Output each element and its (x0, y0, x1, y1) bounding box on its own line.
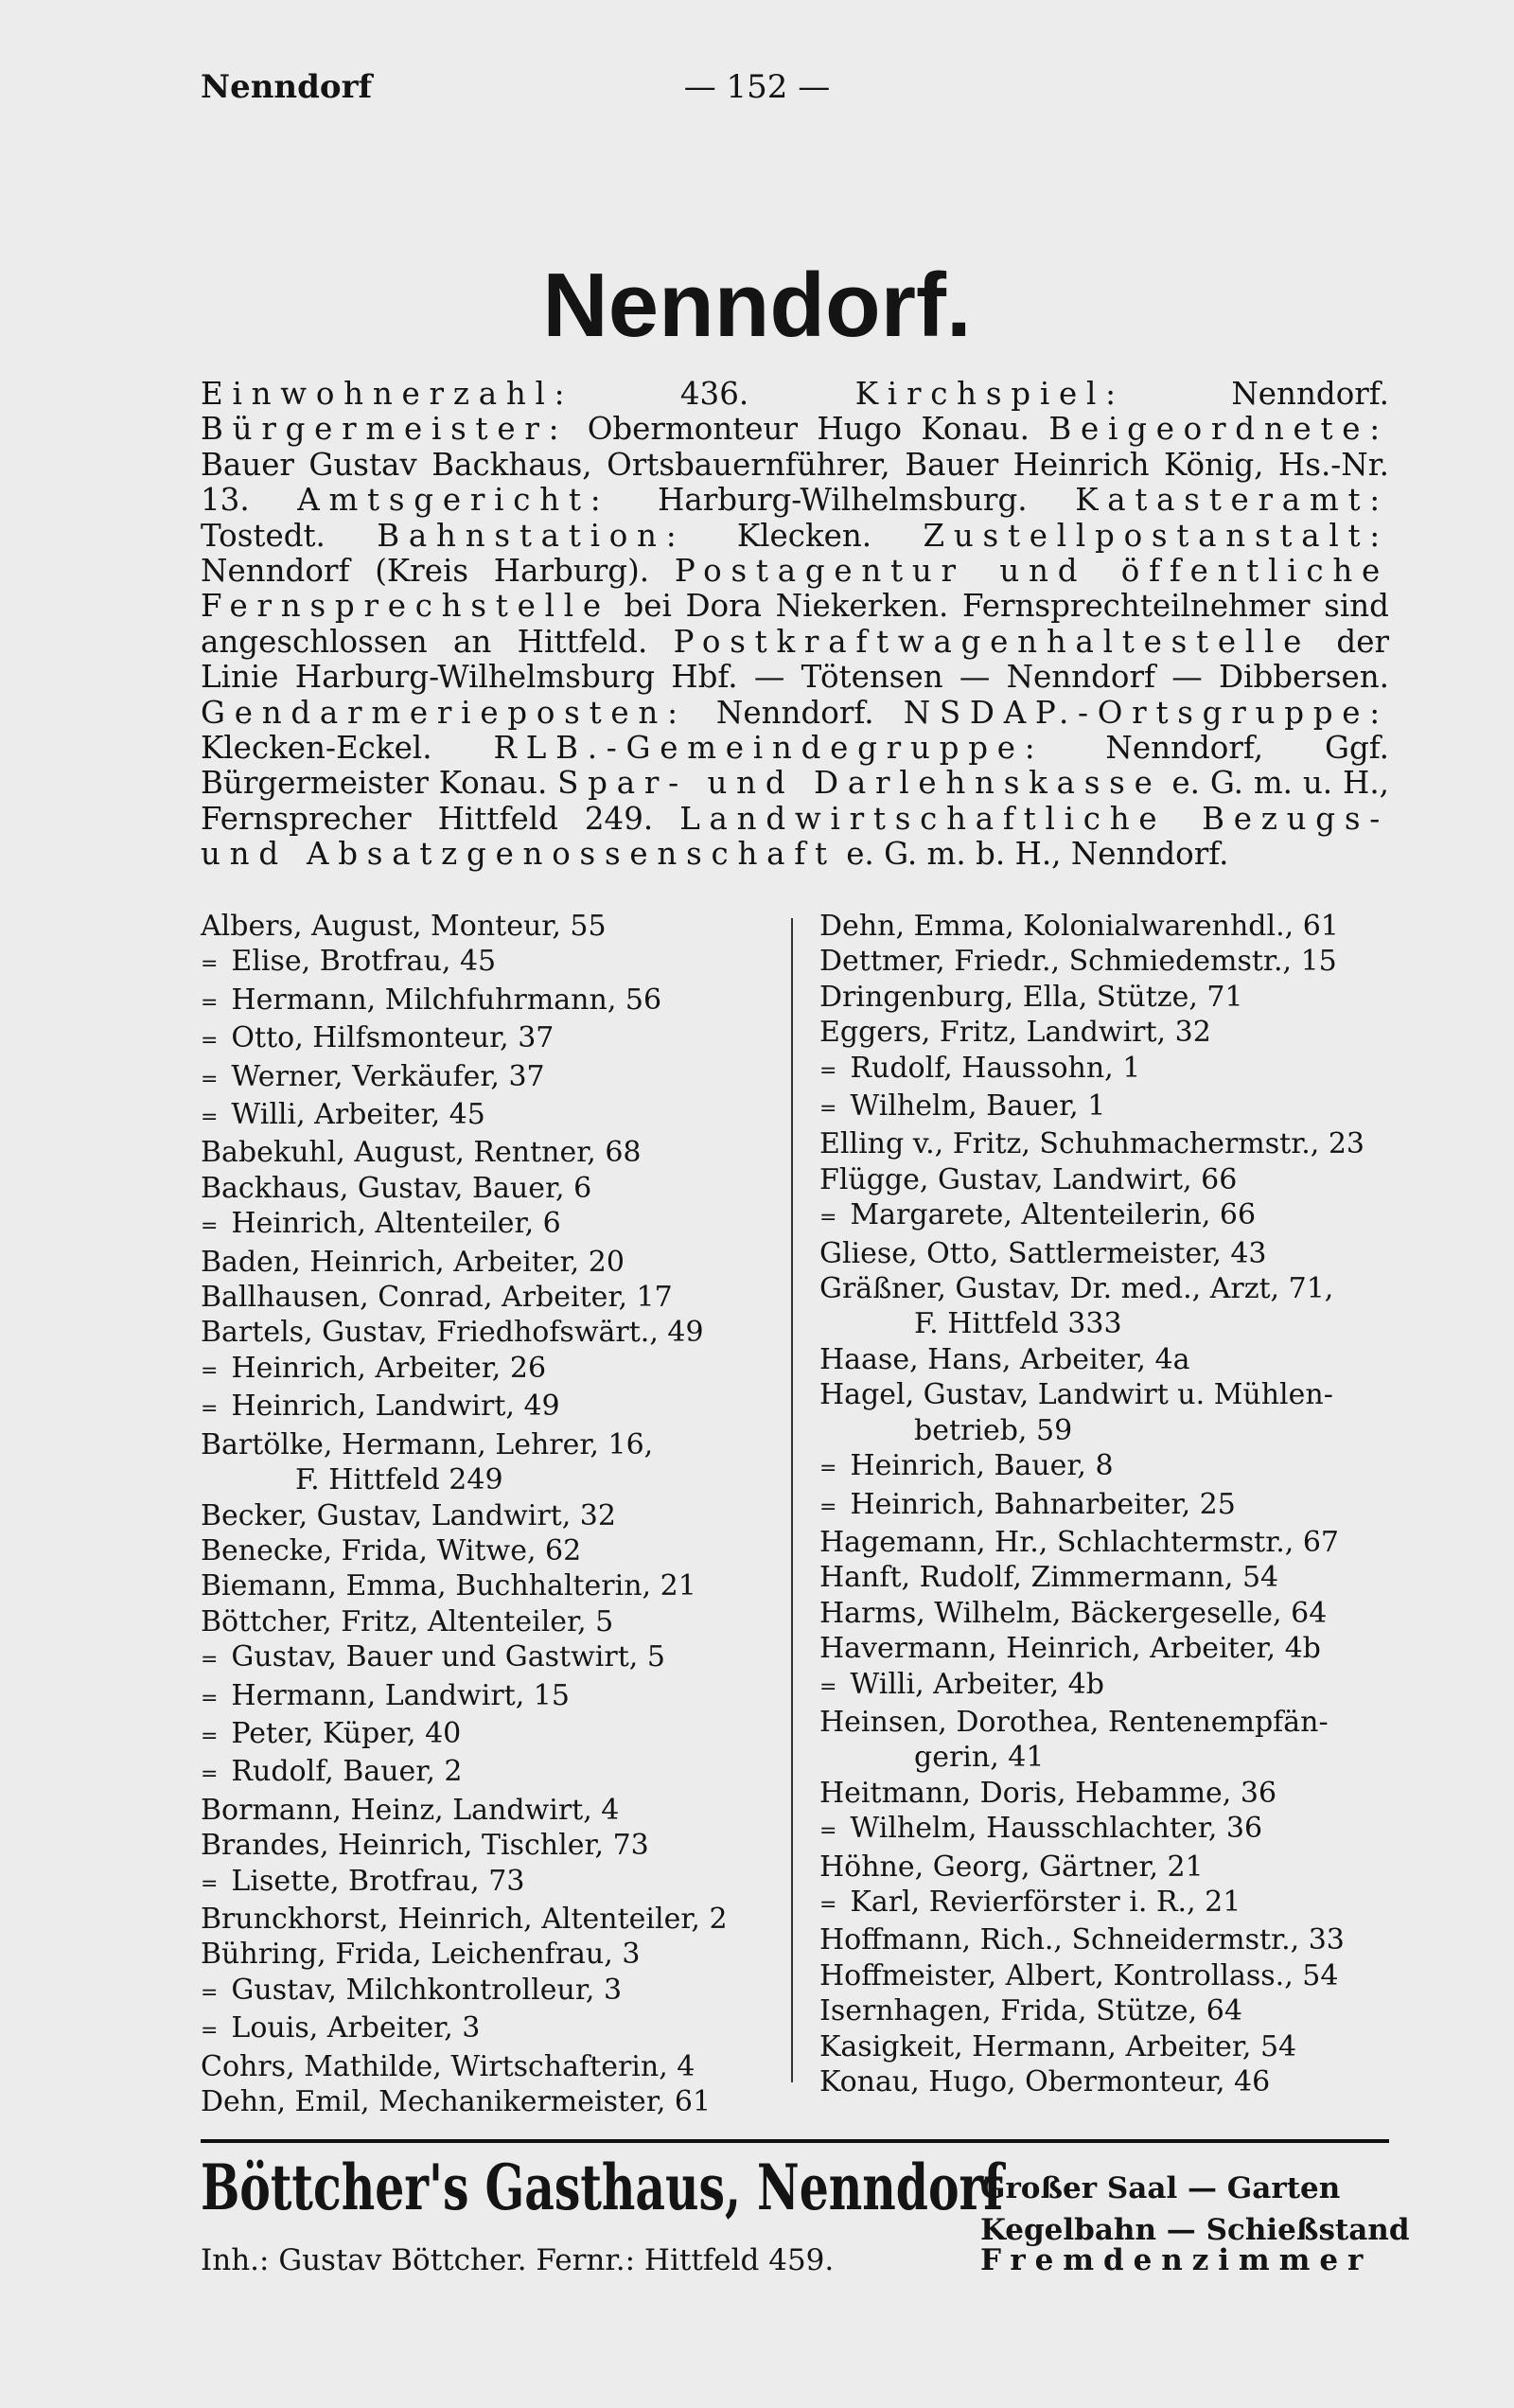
resident-entry: Hagemann, Hr., Schlachtermstr., 67 (819, 1525, 1340, 1559)
mayor-value: Obermonteur Hugo Konau. (568, 411, 1049, 448)
resident-entry: Bormann, Heinz, Landwirt, 4 (201, 1793, 620, 1827)
resident-entry: = Margarete, Altenteilerin, 66 (819, 1197, 1406, 1235)
resident-entry: = Hermann, Milchfuhrmann, 56 (201, 983, 787, 1020)
advertisement-feature: Kegelbahn — Schießstand (980, 2213, 1410, 2247)
agency-value: bei Dora Niekerken. Fernsprechteilnehmer sind angeschlossen an Hittfeld. (201, 588, 1389, 660)
resident-entry: = Wilhelm, Hausschlachter, 36 (819, 1811, 1406, 1849)
resident-entry: Höhne, Georg, Gärtner, 21 (819, 1850, 1204, 1884)
resident-entry: = Gustav, Bauer und Gastwirt, 5 (201, 1639, 787, 1677)
police-value: Nenndorf. (686, 694, 904, 731)
residents-right-column (819, 909, 1406, 2099)
agency-label: Postagentur und öffentliche Fernsprechstelle (201, 553, 1390, 625)
bus-label: Postkraftwagenhaltestelle (673, 623, 1312, 660)
resident-entry: = Heinrich, Landwirt, 49 (201, 1389, 787, 1426)
running-head: Nenndorf (201, 68, 373, 106)
court-value: Harburg-Wilhelmsburg. (609, 482, 1076, 519)
nsdap-value: Klecken-Eckel. (201, 730, 494, 767)
advertisement-name: Böttcher's Gasthaus, Nenndorf (201, 2151, 1004, 2224)
coop-value: e. G. m. b. H., Nenndorf. (836, 836, 1229, 873)
bank-value: e. G. m. u. H., Fernsprecher Hittfeld 249. (201, 765, 1389, 837)
resident-entry: Dehn, Emil, Mechanikermeister, 61 (201, 2085, 712, 2118)
resident-entry: Elling v., Fritz, Schuhmachermstr., 23 (819, 1127, 1365, 1161)
resident-entry: Bühring, Frida, Leichenfrau, 3 (201, 1938, 641, 1972)
mayor-label: Bürgermeister: (201, 411, 569, 448)
resident-entry: Biemann, Emma, Buchhalterin, 21 (201, 1569, 696, 1603)
resident-entry: Heitmann, Doris, Hebamme, 36 (819, 1776, 1277, 1810)
resident-entry: Benecke, Frida, Witwe, 62 (201, 1533, 582, 1567)
residents-left-column (201, 909, 787, 2119)
resident-entry: Dringenburg, Ella, Stütze, 71 (819, 980, 1243, 1014)
resident-entry: = Karl, Revierförster i. R., 21 (819, 1885, 1406, 1922)
resident-entry: = Rudolf, Bauer, 2 (201, 1754, 787, 1792)
advertisement-rule (201, 2139, 1389, 2143)
advertisement-feature: Großer Saal — Garten (980, 2171, 1341, 2205)
resident-entry: = Wilhelm, Bauer, 1 (819, 1089, 1406, 1126)
resident-entry: = Hermann, Landwirt, 15 (201, 1678, 787, 1716)
resident-entry: Kasigkeit, Hermann, Arbeiter, 54 (819, 2029, 1297, 2063)
court-label: Amtsgericht: (297, 482, 610, 519)
resident-entry: Cohrs, Mathilde, Wirtschafterin, 4 (201, 2049, 695, 2083)
deputies-label: Beigeordnete: (1048, 411, 1389, 448)
resident-entry: = Elise, Brotfrau, 45 (201, 944, 787, 982)
resident-entry: Babekuhl, August, Rentner, 68 (201, 1136, 642, 1170)
resident-entry: = Willi, Arbeiter, 4b (819, 1667, 1406, 1705)
advertisement-features (980, 2168, 1410, 2251)
station-label: Bahnstation: (377, 517, 686, 554)
resident-entry-continuation: F. Hittfeld 249 (295, 1463, 503, 1497)
resident-entry: Bartels, Gustav, Friedhofswärt., 49 (201, 1316, 704, 1350)
resident-entry: Isernhagen, Frida, Stütze, 64 (819, 1994, 1242, 2028)
delivery-label: Zustellpostanstalt: (923, 517, 1389, 554)
resident-entry: = Lisette, Brotfrau, 73 (201, 1864, 787, 1902)
advertisement-owner: Inh.: Gustav Böttcher. Fernr.: Hittfeld 459. (201, 2243, 835, 2277)
coop-label: Landwirtschaftliche Bezugs- und Absatzgenossenschaft (201, 800, 1389, 873)
resident-entry: Gliese, Otto, Sattlermeister, 43 (819, 1236, 1267, 1270)
resident-entry: Brunckhorst, Heinrich, Altenteiler, 2 (201, 1902, 728, 1936)
resident-entry: Dehn, Emma, Kolonialwarenhdl., 61 (819, 910, 1339, 943)
advertisement-rooms: Fremdenzimmer (980, 2243, 1373, 2277)
station-value: Klecken. (685, 517, 924, 554)
resident-entry: Albers, August, Monteur, 55 (201, 910, 607, 943)
bus-value: der Linie Harburg-Wilhelmsburg Hbf. — Tötensen — Nenndorf — Dibbersen. (201, 623, 1390, 696)
resident-entry: Gräßner, Gustav, Dr. med., Arzt, 71, (819, 1272, 1334, 1306)
resident-entry: Baden, Heinrich, Arbeiter, 20 (201, 1245, 625, 1279)
column-divider (791, 918, 793, 2082)
resident-entry: = Heinrich, Bahnarbeiter, 25 (819, 1487, 1406, 1525)
place-description (201, 377, 1389, 873)
resident-entry: = Willi, Arbeiter, 45 (201, 1097, 787, 1135)
resident-entry: Hoffmeister, Albert, Kontrollass., 54 (819, 1958, 1339, 1992)
rlb-value: Nenndorf, Ggf. Bürgermeister Konau. (201, 730, 1390, 802)
parish-value: Nenndorf. (1124, 376, 1389, 412)
resident-entry-continuation: F. Hittfeld 333 (914, 1307, 1122, 1341)
resident-entry: Dettmer, Friedr., Schmiedemstr., 15 (819, 945, 1337, 979)
resident-entry: = Werner, Verkäufer, 37 (201, 1059, 787, 1097)
resident-entry: Eggers, Fritz, Landwirt, 32 (819, 1016, 1211, 1050)
resident-entry: Havermann, Heinrich, Arbeiter, 4b (819, 1632, 1321, 1666)
cadastre-value: Tostedt. (201, 517, 378, 554)
cadastre-label: Katasteramt: (1075, 482, 1389, 519)
parish-label: Kirchspiel: (854, 376, 1125, 412)
resident-entry: Heinsen, Dorothea, Rentenempfän- (819, 1705, 1329, 1739)
resident-entry: Böttcher, Fritz, Altenteiler, 5 (201, 1604, 614, 1638)
resident-entry: = Peter, Küper, 40 (201, 1716, 787, 1754)
resident-entry: Hagel, Gustav, Landwirt u. Mühlen- (819, 1378, 1333, 1412)
resident-entry: Bartölke, Hermann, Lehrer, 16, (201, 1427, 654, 1461)
resident-entry: Hoffmann, Rich., Schneidermstr., 33 (819, 1923, 1345, 1957)
police-label: Gendarmerieposten: (201, 694, 687, 731)
resident-entry: = Louis, Arbeiter, 3 (201, 2010, 787, 2048)
resident-entry: Hanft, Rudolf, Zimmermann, 54 (819, 1561, 1279, 1595)
inhabitants-value: 436. (573, 376, 855, 412)
resident-entry: Ballhausen, Conrad, Arbeiter, 17 (201, 1281, 673, 1315)
resident-entry: Harms, Wilhelm, Bäckergeselle, 64 (819, 1596, 1328, 1630)
resident-entry: Haase, Hans, Arbeiter, 4a (819, 1342, 1190, 1376)
resident-entry: = Gustav, Milchkontrolleur, 3 (201, 1973, 787, 2010)
resident-entry: = Heinrich, Altenteiler, 6 (201, 1206, 787, 1244)
resident-entry: Flügge, Gustav, Landwirt, 66 (819, 1162, 1238, 1196)
resident-entry: Becker, Gustav, Landwirt, 32 (201, 1498, 616, 1532)
delivery-value: Nenndorf (Kreis Harburg). (201, 553, 675, 590)
nsdap-label: NSDAP.-Ortsgruppe: (903, 694, 1389, 731)
place-title: Nenndorf. (542, 255, 972, 356)
resident-entry: Konau, Hugo, Obermonteur, 46 (819, 2065, 1271, 2098)
resident-entry-continuation: betrieb, 59 (914, 1413, 1073, 1447)
resident-entry: = Otto, Hilfsmonteur, 37 (201, 1020, 787, 1058)
resident-entry: Backhaus, Gustav, Bauer, 6 (201, 1171, 592, 1205)
inhabitants-label: Einwohnerzahl: (201, 376, 574, 412)
resident-entry: = Rudolf, Haussohn, 1 (819, 1051, 1406, 1089)
resident-entry: Brandes, Heinrich, Tischler, 73 (201, 1829, 649, 1863)
deputies-value: Bauer Gustav Backhaus, Ortsbauernführer, Bauer Heinrich König, Hs.-Nr. 13. (201, 446, 1389, 519)
page-number: — 152 — (683, 68, 831, 106)
resident-entry-continuation: gerin, 41 (914, 1741, 1045, 1775)
rlb-label: RLB.-Gemeindegruppe: (493, 730, 1045, 767)
resident-entry: = Heinrich, Bauer, 8 (819, 1448, 1406, 1486)
bank-label: Spar- und Darlehnskasse (557, 765, 1162, 802)
resident-entry: = Heinrich, Arbeiter, 26 (201, 1351, 787, 1389)
